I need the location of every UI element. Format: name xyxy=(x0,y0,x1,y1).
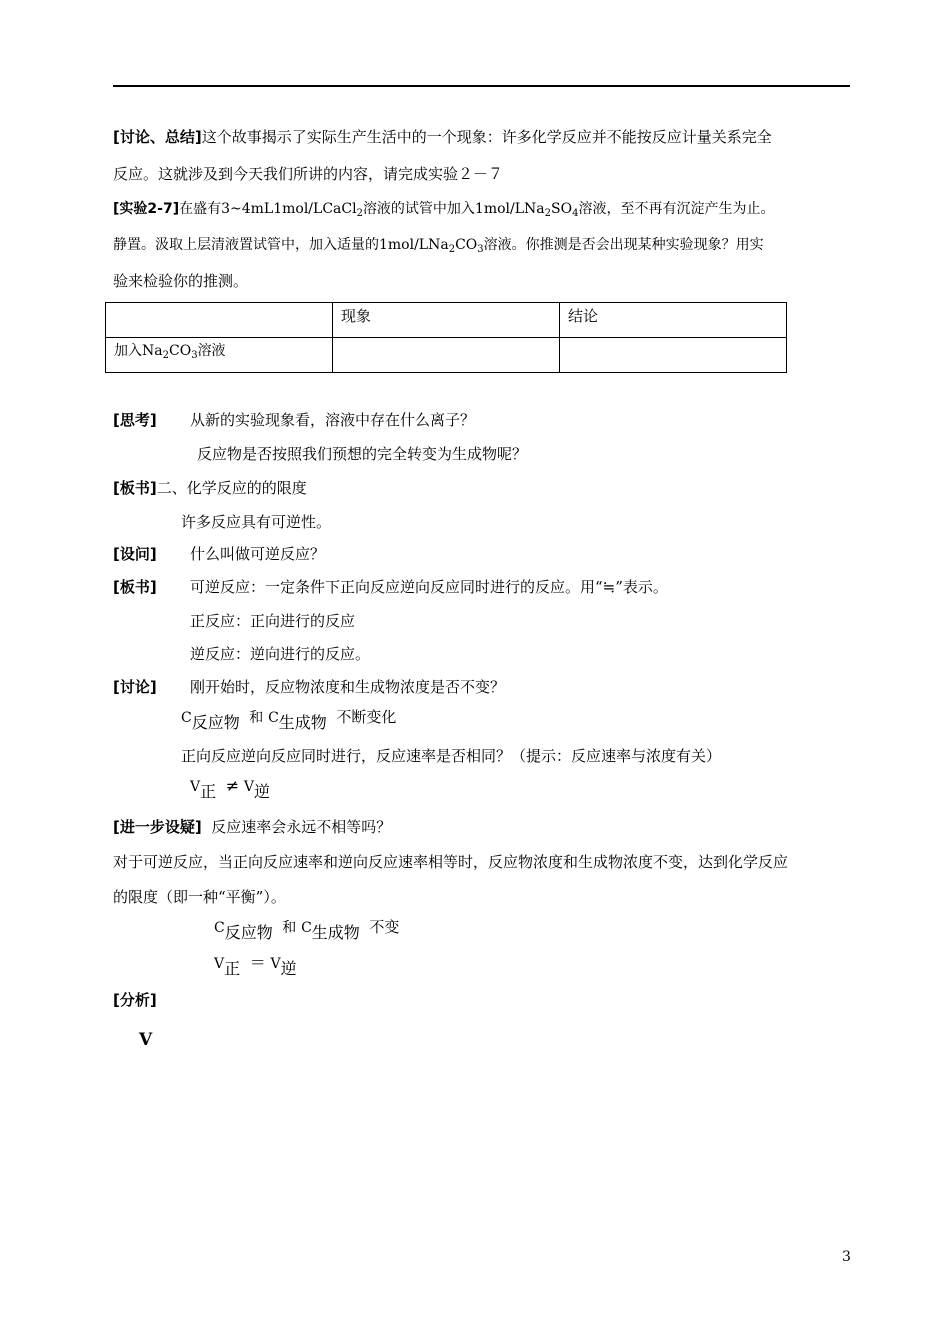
board1-title: 二、化学反应的的限度 xyxy=(156,479,307,497)
further-question: 反应速率会永远不相等吗？ xyxy=(211,818,392,836)
subscript: 2 xyxy=(162,350,169,361)
think-line-1 xyxy=(113,410,157,430)
further-paragraph-2: 的限度（即一种“平衡”）。 xyxy=(113,888,286,906)
further-paragraph-line-2 xyxy=(113,887,286,907)
experiment-text-2c: 溶液。你推测是否会出现某种实验现象？用实 xyxy=(483,237,764,253)
unchanged-text: 不变 xyxy=(369,918,400,936)
analysis-line xyxy=(113,990,157,1010)
rate-sub-reverse: 逆 xyxy=(280,959,297,978)
concentration-symbol: C xyxy=(301,920,312,936)
row-label-c: 溶液 xyxy=(197,343,226,359)
experiment-text-2a: 静置。汲取上层清液置试管中，加入适量的1mol/LNa xyxy=(113,237,449,253)
rate-sub-forward: 正 xyxy=(200,782,217,801)
and-word: 和 xyxy=(282,920,297,936)
observation-table xyxy=(105,302,787,373)
board2-forward: 正反应：正向进行的反应 xyxy=(190,612,356,630)
concentration-symbol: C xyxy=(214,920,225,936)
experiment-line-1 xyxy=(113,199,774,224)
think-question-1 xyxy=(190,410,475,430)
subscript: 2 xyxy=(544,208,552,219)
question-label: [设问] xyxy=(113,545,157,563)
experiment-text-1a: 在盛有3~4mL1mol/LCaCl xyxy=(179,201,357,217)
row-label-b: CO xyxy=(168,343,192,359)
experiment-line-2 xyxy=(113,235,764,260)
analysis-label: [分析] xyxy=(113,991,157,1009)
equal-sign: ＝ xyxy=(249,953,266,972)
table-cell-phenomenon xyxy=(333,338,560,373)
board2-text: 可逆反应：一定条件下正向反应逆向反应同时进行的反应。用“≒”表示。 xyxy=(190,578,668,596)
discuss-label: [讨论] xyxy=(113,678,157,696)
table-header-conclusion: 结论 xyxy=(560,303,787,338)
table-header-row xyxy=(106,303,787,338)
concentration-sub-product: 生成物 xyxy=(311,923,360,942)
board2-reverse: 逆反应：逆向进行的反应。 xyxy=(190,645,371,663)
board2-line xyxy=(113,577,157,597)
experiment-text-3: 验来检验你的推测。 xyxy=(113,272,249,290)
further-paragraph-line-1 xyxy=(113,852,788,872)
discuss-question: 刚开始时，反应物浓度和生成物浓度是否不变？ xyxy=(190,678,506,696)
subscript: 3 xyxy=(191,350,198,361)
discuss-concentration-line xyxy=(181,707,397,732)
further-concentration-line xyxy=(214,917,400,942)
table-cell-conclusion xyxy=(560,338,787,373)
row-label-a: 加入Na xyxy=(114,343,163,359)
discuss-rate-line xyxy=(190,776,271,801)
and-word: 和 xyxy=(249,710,264,726)
discuss-summary-text-1: 这个故事揭示了实际生产生活中的一个现象：许多化学反应并不能按反应计量关系完全 xyxy=(201,128,772,146)
rate-symbol: V xyxy=(214,956,225,972)
rate-symbol: V xyxy=(243,779,254,795)
question-text-line xyxy=(190,544,325,564)
table-header-blank xyxy=(106,303,333,338)
experiment-text-1b: 溶液的试管中加入1mol/LNa xyxy=(362,201,545,217)
discuss-summary-line-1 xyxy=(113,127,772,147)
concentration-sub-product: 生成物 xyxy=(278,713,327,732)
board2-text-line xyxy=(190,577,668,597)
discuss-question-2: 正向反应逆向反应同时进行，反应速率是否相同？（提示：反应速率与浓度有关） xyxy=(181,747,722,765)
rate-sub-forward: 正 xyxy=(224,959,241,978)
further-line xyxy=(113,817,391,837)
experiment-text-1d: 溶液，至不再有沉淀产生为止。 xyxy=(578,201,775,217)
page-number: 3 xyxy=(842,1249,851,1265)
analysis-v-axis-label: V xyxy=(139,1030,153,1050)
discuss-summary-line-2 xyxy=(113,164,503,184)
table-row xyxy=(106,338,787,373)
not-equal-sign: ≠ xyxy=(225,776,240,795)
table-header-phenomenon: 现象 xyxy=(333,303,560,338)
change-text: 不断变化 xyxy=(336,708,397,726)
subscript: 2 xyxy=(356,208,363,219)
think-q1: 从新的实验现象看，溶液中存在什么离子？ xyxy=(190,411,476,429)
subscript: 2 xyxy=(448,244,456,255)
experiment-line-3 xyxy=(113,271,248,291)
further-paragraph-1: 对于可逆反应，当正向反应速率和逆向反应速率相等时，反应物浓度和生成物浓度不变，达到化学反应 xyxy=(113,853,789,871)
board2-reverse-line xyxy=(190,644,370,664)
question-line xyxy=(113,544,157,564)
further-rate-line xyxy=(214,953,297,978)
board2-forward-line xyxy=(190,611,355,631)
table-row-label xyxy=(106,338,333,373)
think-q2: 反应物是否按照我们预想的完全转变为生成物呢？ xyxy=(197,445,528,463)
think-question-2 xyxy=(197,444,527,464)
further-label: [进一步设疑] xyxy=(113,818,202,836)
board1-text: 许多反应具有可逆性。 xyxy=(181,513,332,531)
experiment-text-2b: CO xyxy=(455,237,478,253)
experiment-label: [实验2-7] xyxy=(113,201,180,217)
board1-label: [板书] xyxy=(113,479,157,497)
concentration-symbol: C xyxy=(268,710,279,726)
concentration-symbol: C xyxy=(181,710,192,726)
rate-symbol: V xyxy=(270,956,281,972)
concentration-sub-reactant: 反应物 xyxy=(224,923,273,942)
rate-sub-reverse: 逆 xyxy=(254,782,271,801)
header-rule xyxy=(113,85,850,87)
discuss-question2-line xyxy=(181,746,721,766)
concentration-sub-reactant: 反应物 xyxy=(191,713,240,732)
subscript: 4 xyxy=(572,208,579,219)
board1-line xyxy=(113,478,307,498)
discuss-summary-text-2: 反应。这就涉及到今天我们所讲的内容，请完成实验２－７ xyxy=(113,165,504,183)
board2-label: [板书] xyxy=(113,578,157,596)
discuss-question-line xyxy=(190,677,505,697)
rate-symbol: V xyxy=(190,779,201,795)
experiment-text-1c: SO xyxy=(551,201,573,217)
discuss-summary-label: [讨论、总结] xyxy=(113,128,202,146)
question-text: 什么叫做可逆反应？ xyxy=(190,545,326,563)
board1-text-line xyxy=(181,512,331,532)
subscript: 3 xyxy=(477,244,484,255)
discuss-line xyxy=(113,677,157,697)
think-label: [思考] xyxy=(113,411,157,429)
